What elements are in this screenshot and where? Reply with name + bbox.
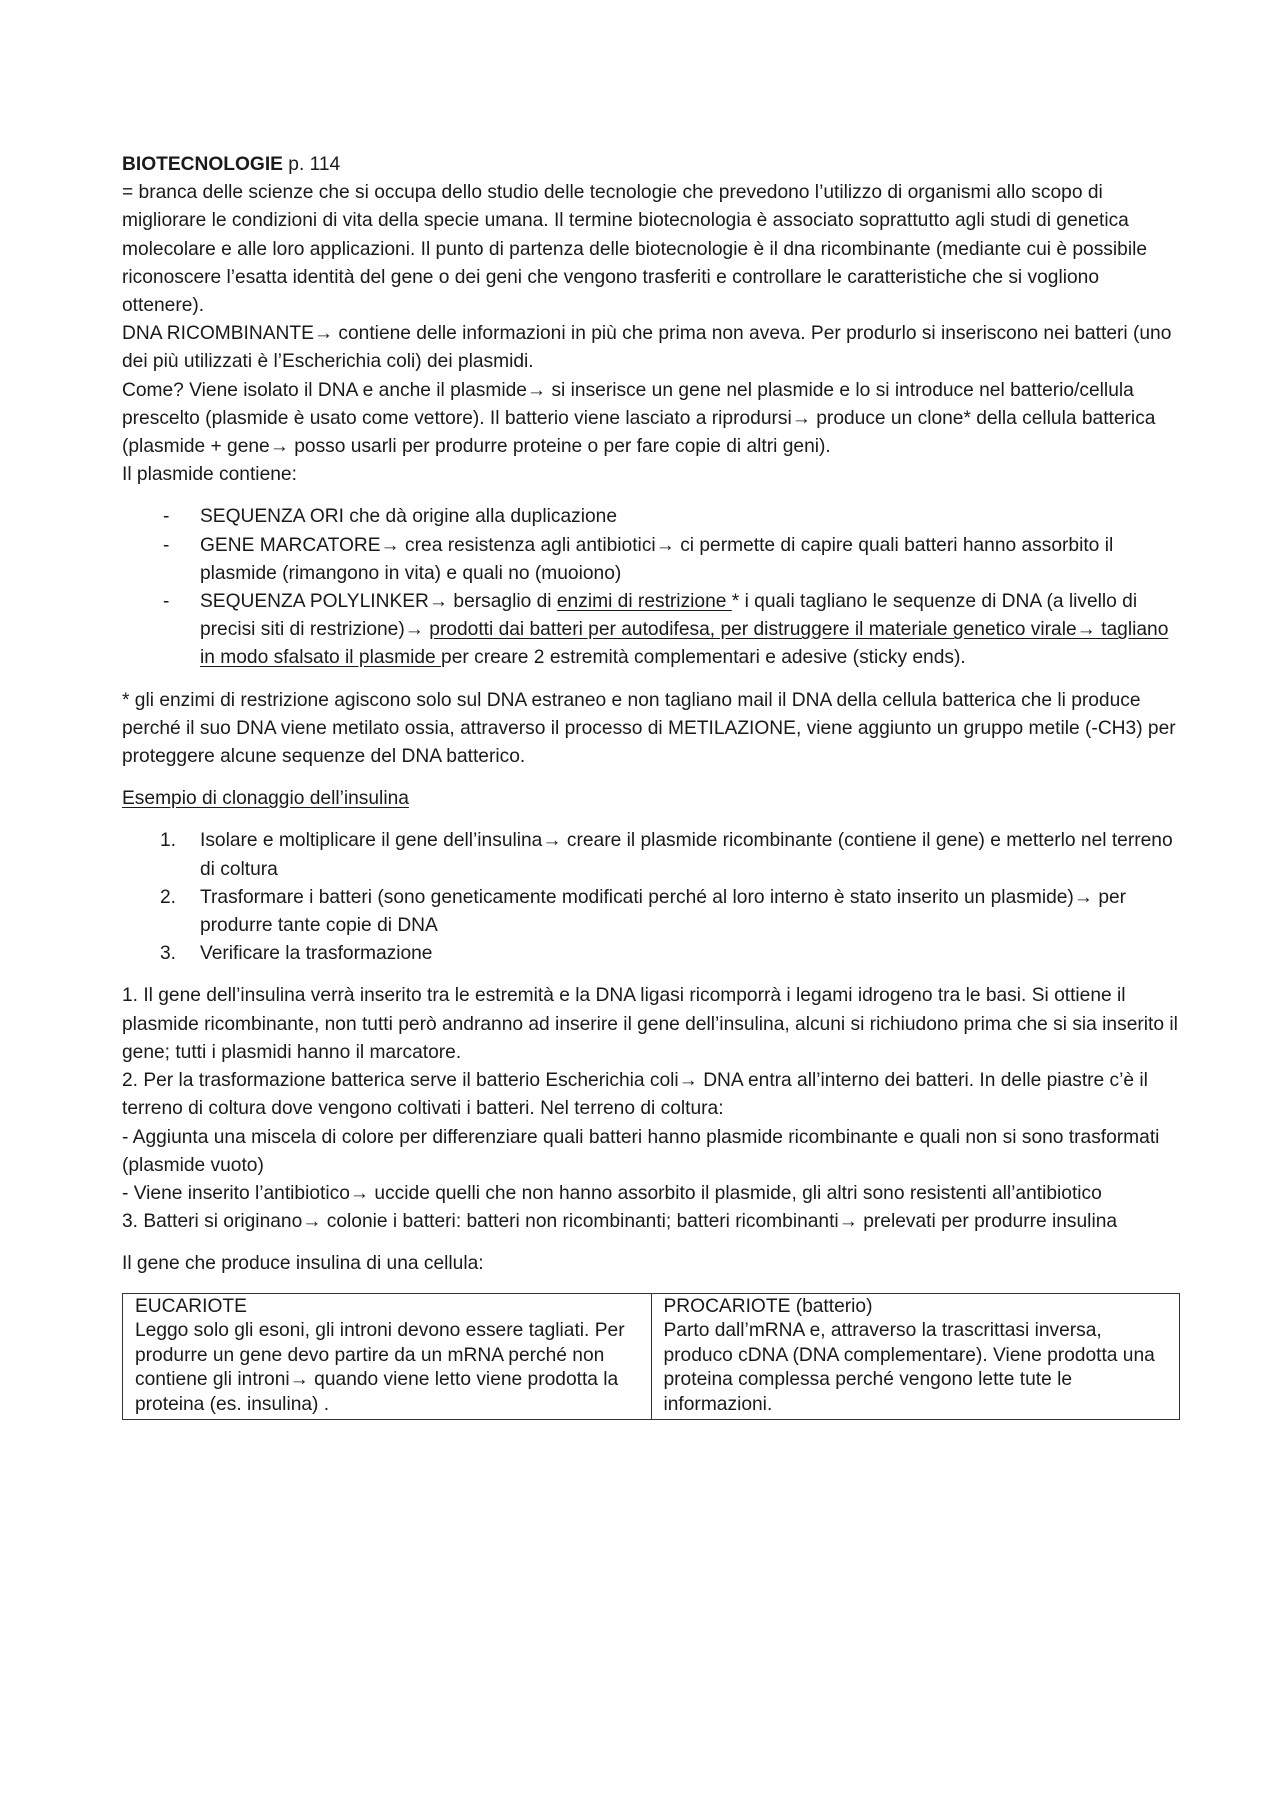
page-reference: p. 114 <box>282 154 341 175</box>
gene-intro-paragraph: Il gene che produce insulina di una cellula: <box>122 1253 484 1275</box>
intro-paragraph-definition: = branca delle scienze che si occupa dello studio delle tecnologie che prevedono l’utilizzo di organismi allo scopo di migliorare le condizioni di vita della specie umana. Il termine biotecnologia è associato soprattutto agli studi di genetica molecolare e alle loro applicazioni. Il punto di partenza delle biotecnologie è il dna ricombinante (mediante cui è possibile riconoscere l’esatta identità del gene o dei geni che vengono trasferiti e controllare le caratteristiche che si vogliono ottenere). <box>122 182 1148 317</box>
list-item <box>122 940 1180 968</box>
example-heading-text: Esempio di clonaggio dell’insulina <box>122 788 409 810</box>
title-line <box>122 151 1180 179</box>
document-page <box>122 151 1180 1420</box>
dash-marker: - <box>163 591 170 613</box>
list-item-text: * i quali tagliano le sequenze di DNA (a livello di precisi siti di restrizione)→ <box>200 591 1138 641</box>
footnote-paragraph: * gli enzimi di restrizione agiscono solo sul DNA estraneo e non tagliano mail il DNA della cellula batterica che li produce perché il suo DNA viene metilato ossia, attraverso il processo di METILAZIONE, viene aggiunto un gruppo metile (-CH3) per proteggere alcune sequenze del DNA batterico. <box>122 689 1176 768</box>
step-number: 3. <box>160 943 177 965</box>
detail-paragraph-3: 3. Batteri si originano→ colonie i batteri: batteri non ricombinanti; batteri ricombinanti→ prelevati per produrre insulina <box>122 1211 1118 1233</box>
detail-paragraph-antibiotico: - Viene inserito l’antibiotico→ uccide quelli che non hanno assorbito il plasmide, gli altri sono resistenti all’antibiotico <box>122 1182 1102 1204</box>
example-heading <box>122 785 1180 813</box>
intro-paragraph-plasmide: Il plasmide contiene: <box>122 464 297 486</box>
detail-paragraph-2: 2. Per la trasformazione batterica serve il batterio Escherichia coli→ DNA entra all’interno dei batteri. In delle piastre c’è il terreno di coltura dove vengono coltivati i batteri. Nel terreno di coltura: <box>122 1070 1148 1120</box>
list-item-text: SEQUENZA ORI che dà origine alla duplicazione <box>200 506 618 528</box>
list-item-text: SEQUENZA POLYLINKER→ bersaglio di <box>200 591 557 613</box>
intro-paragraph-come: Come? Viene isolato il DNA e anche il plasmide→ si inserisce un gene nel plasmide e lo si introduce nel batterio/cellula prescelto (plasmide è usato come vettore). Il batterio viene lasciato a riprodursi→ produce un clone* della cellula batterica (plasmide + gene→ posso usarli per produrre proteine o per fare copie di altri geni). <box>122 379 1156 458</box>
cell-title: PROCARIOTE (batterio) <box>663 1295 873 1317</box>
plasmid-list <box>122 503 1180 672</box>
list-item <box>122 588 1180 673</box>
table-cell-eucariote <box>123 1293 652 1420</box>
table-cell-procariote <box>651 1293 1180 1420</box>
step-number: 1. <box>160 830 177 852</box>
step-text: Isolare e moltiplicare il gene dell’insulina→ creare il plasmide ricombinante (contiene il gene) e metterlo nel terreno di coltura <box>200 830 1173 880</box>
cell-text: Parto dall’mRNA e, attraverso la trascrittasi inversa, produco cDNA (DNA complementare). Viene prodotta una proteina complessa perché vengono lette tute le informazioni. <box>663 1320 1155 1415</box>
list-item <box>122 532 1180 588</box>
cell-title: EUCARIOTE <box>135 1295 247 1317</box>
list-item-text: per creare 2 estremità complementari e adesive (sticky ends). <box>441 647 966 669</box>
underlined-text: prodotti dai batteri per autodifesa, per distruggere il materiale genetico virale→ tagliano in modo sfalsato il plasmide <box>200 619 1169 669</box>
underlined-text: enzimi di restrizione <box>556 591 732 613</box>
dash-marker: - <box>163 506 170 528</box>
detail-paragraph-colore: - Aggiunta una miscela di colore per differenziare quali batteri hanno plasmide ricombinante e quali non si sono trasformati (plasmide vuoto) <box>122 1126 1160 1176</box>
dash-marker: - <box>163 534 170 556</box>
table-row <box>123 1293 1180 1420</box>
list-item-text: GENE MARCATORE→ crea resistenza agli antibiotici→ ci permette di capire quali batteri hanno assorbito il plasmide (rimangono in vita) e quali no (muoiono) <box>200 534 1114 584</box>
steps-list <box>122 827 1180 968</box>
comparison-table <box>122 1293 1180 1421</box>
page-title: BIOTECNOLOGIE <box>122 154 283 175</box>
detail-paragraph-1: 1. Il gene dell’insulina verrà inserito tra le estremità e la DNA ligasi ricomporrà i legami idrogeno tra le basi. Si ottiene il plasmide ricombinante, non tutti però andranno ad inserire il gene dell’insulina, alcuni si richiudono prima che si sia inserito il gene; tutti i plasmidi hanno il marcatore. <box>122 985 1178 1063</box>
list-item <box>122 503 1180 531</box>
step-number: 2. <box>160 886 177 908</box>
step-text: Trasformare i batteri (sono geneticamente modificati perché al loro interno è stato inserito un plasmide)→ per produrre tante copie di DNA <box>200 886 1127 937</box>
step-text: Verificare la trasformazione <box>200 943 433 965</box>
intro-paragraph-dna-ricombinante: DNA RICOMBINANTE→ contiene delle informazioni in più che prima non aveva. Per produrlo si inseriscono nei batteri (uno dei più utilizzati è l’Escherichia coli) dei plasmidi. <box>122 323 1172 373</box>
cell-text: Leggo solo gli esoni, gli introni devono essere tagliati. Per produrre un gene devo partire da un mRNA perché non contiene gli introni→ quando viene letto viene prodotta la proteina (es. insulina) . <box>135 1320 625 1415</box>
list-item <box>122 884 1180 940</box>
list-item <box>122 827 1180 883</box>
